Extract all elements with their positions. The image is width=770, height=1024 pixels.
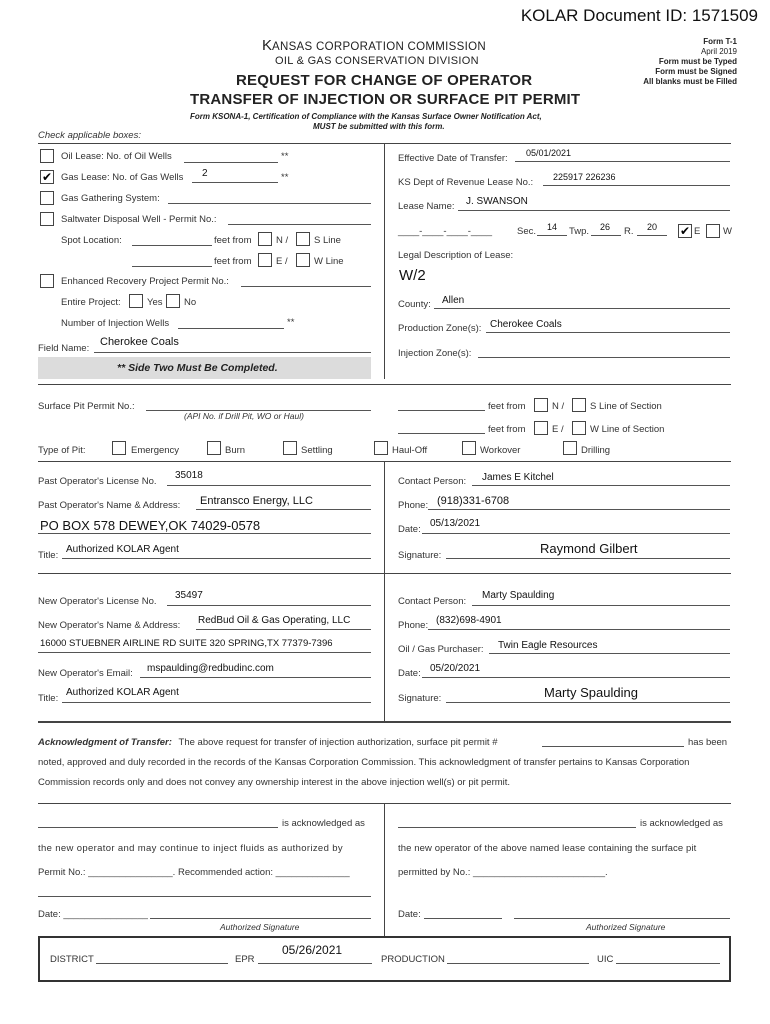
commission-name [262, 37, 486, 54]
pit-type-hauloff-checkbox[interactable] [374, 441, 388, 455]
new-signature-value: Marty Spaulding [544, 685, 638, 700]
purchaser-value: Twin Eagle Resources [498, 640, 598, 651]
injection-zone-label: Injection Zone(s): [398, 348, 472, 359]
surface-pit-sub: (API No. if Drill Pit, WO or Haul) [184, 411, 304, 421]
field-name-label: Field Name: [38, 343, 90, 354]
pit-w-label: W Line of Section [590, 424, 665, 435]
past-contact-field[interactable] [472, 485, 730, 486]
feet-from-label: feet from [214, 256, 252, 267]
enhanced-permit-field[interactable] [241, 286, 371, 287]
spot-location-label: Spot Location: [61, 235, 122, 246]
new-date-value: 05/20/2021 [430, 663, 481, 674]
pit-type-drilling-checkbox[interactable] [563, 441, 577, 455]
new-license-label: New Operator's License No. [38, 596, 157, 607]
past-address-value: PO BOX 578 DEWEY,OK 74029-0578 [40, 518, 261, 533]
past-date-field[interactable] [422, 533, 730, 534]
new-email-value: mspaulding@redbudinc.com [147, 663, 274, 674]
divider [384, 573, 385, 721]
production-zone-value: Cherokee Coals [490, 319, 562, 330]
new-name-field[interactable] [196, 629, 371, 630]
range-e-checkbox[interactable]: ✔ [679, 224, 691, 238]
ack-line-2: noted, approved and duly recorded in the records of the Kansas Corporation Commission. This acknowledgment of transfer pertains to Kansas Corporation [38, 757, 690, 768]
uic-field[interactable] [616, 963, 720, 964]
pit-type-emergency: Emergency [131, 445, 180, 456]
past-signature-field[interactable] [446, 558, 730, 559]
pit-n-text: N [552, 401, 559, 412]
bl-date: Date: ________________ [38, 909, 148, 920]
past-name-field[interactable] [196, 509, 371, 510]
no-label: No [184, 297, 197, 308]
pit-n-checkbox[interactable] [534, 398, 548, 412]
production-zone-label: Production Zone(s): [398, 323, 482, 334]
new-date-field[interactable] [422, 677, 730, 678]
range-value: 20 [647, 222, 658, 232]
oil-stars: ** [281, 151, 289, 162]
epr-label: EPR [235, 954, 255, 965]
pit-n-label: N / [552, 401, 565, 412]
injection-wells-label: Number of Injection Wells [61, 318, 170, 329]
pit-type-burn: Burn [225, 445, 246, 456]
bl-signature-field[interactable] [150, 918, 371, 919]
past-phone-field[interactable] [428, 509, 730, 510]
effective-date-label: Effective Date of Transfer: [398, 153, 508, 164]
new-name-label: New Operator's Name & Address: [38, 620, 181, 631]
past-license-value: 35018 [175, 470, 203, 481]
past-date-value: 05/13/2021 [430, 518, 481, 529]
pit-type-workover-checkbox[interactable] [462, 441, 476, 455]
pit-type-settling-checkbox[interactable] [283, 441, 297, 455]
ack-line-1 [38, 737, 498, 748]
new-phone-label: Phone: [398, 620, 429, 631]
pit-ew-feet-field[interactable] [398, 433, 485, 434]
new-license-value: 35497 [175, 590, 203, 601]
legal-description-value: W/2 [399, 267, 426, 284]
gas-lease-checkbox[interactable]: ✔ [41, 170, 53, 184]
n-label: N / [276, 235, 289, 246]
new-email-field[interactable] [140, 677, 371, 678]
commission-rest: ANSAS CORPORATION COMMISSION [272, 41, 486, 53]
new-title-value: Authorized KOLAR Agent [66, 687, 179, 698]
pit-type-workover: Workover [480, 445, 521, 456]
epr-field[interactable] [258, 963, 372, 964]
form-note-signed: Form must be Signed [655, 67, 737, 76]
pit-feet-from: feet from [488, 401, 526, 412]
past-contact-label: Contact Person: [398, 476, 467, 487]
past-title-field[interactable] [62, 558, 371, 559]
past-date-label: Date: [398, 524, 421, 535]
form-note-filled: All blanks must be Filled [643, 77, 737, 86]
county-label: County: [398, 299, 431, 310]
bl-line: the new operator and may continue to inject fluids as authorized by [38, 843, 343, 854]
lease-name-label: Lease Name: [398, 201, 455, 212]
bl-operator-field[interactable] [38, 827, 278, 828]
form-title-1: REQUEST FOR CHANGE OF OPERATOR [236, 72, 533, 89]
br-line: the new operator of the above named lease containing the surface pit [398, 843, 697, 854]
twp-label: Twp. [569, 226, 590, 237]
ks-lease-label: KS Dept of Revenue Lease No.: [398, 177, 534, 188]
saltwater-permit-field[interactable] [228, 224, 371, 225]
n-text: N [276, 235, 283, 246]
divider [38, 721, 731, 723]
entire-project-label: Entire Project: [61, 297, 121, 308]
spot-n-checkbox[interactable] [258, 232, 272, 246]
lease-name-field[interactable] [458, 210, 730, 211]
e-text: E [276, 256, 283, 267]
new-contact-label: Contact Person: [398, 596, 467, 607]
range-field[interactable] [637, 235, 667, 236]
pit-type-hauloff: Haul-Off [392, 445, 428, 456]
oil-wells-field[interactable] [184, 162, 278, 163]
spot-s-checkbox[interactable] [296, 232, 310, 246]
pit-type-burn-checkbox[interactable] [207, 441, 221, 455]
production-field[interactable] [447, 963, 589, 964]
entire-project-no-checkbox[interactable] [166, 294, 180, 308]
pit-e-checkbox[interactable] [534, 421, 548, 435]
uic-label: UIC [597, 954, 614, 965]
ksona-note-2: MUST be submitted with this form. [313, 122, 445, 131]
gas-gathering-checkbox[interactable] [40, 191, 54, 205]
spot-ns-feet-field[interactable] [132, 245, 212, 246]
past-name-value: Entransco Energy, LLC [200, 495, 313, 507]
pit-type-emergency-checkbox[interactable] [112, 441, 126, 455]
new-phone-field[interactable] [428, 629, 730, 630]
gas-stars: ** [281, 172, 289, 183]
new-name-value: RedBud Oil & Gas Operating, LLC [198, 615, 351, 626]
district-field[interactable] [96, 963, 228, 964]
new-date-label: Date: [398, 668, 421, 679]
ksona-note: Form KSONA-1, Certification of Compliance with the Kansas Surface Owner Notification Act, [190, 112, 542, 121]
bl-auth-signature: Authorized Signature [220, 922, 300, 932]
range-label: R. [624, 226, 634, 237]
new-signature-field[interactable] [446, 702, 730, 703]
spot-ew-feet-field[interactable] [132, 266, 212, 267]
production-zone-field[interactable] [486, 332, 730, 333]
past-contact-value: James E Kitchel [482, 472, 554, 483]
new-address-value: 16000 STUEBNER AIRLINE RD SUITE 320 SPRING,TX 77379-7396 [40, 638, 333, 649]
bl-extra-field[interactable] [38, 896, 371, 897]
commission-initial: K [262, 37, 273, 54]
injection-wells-field[interactable] [178, 328, 284, 329]
purchaser-label: Oil / Gas Purchaser: [398, 644, 484, 655]
pit-ns-feet-field[interactable] [398, 410, 485, 411]
ack-lead: Acknowledgment of Transfer: [38, 737, 172, 748]
form-number: Form T-1 [703, 37, 737, 46]
past-phone-value: (918)331-6708 [437, 495, 510, 507]
surface-pit-label: Surface Pit Permit No.: [38, 401, 135, 412]
past-title-value: Authorized KOLAR Agent [66, 544, 179, 555]
past-name-label: Past Operator's Name & Address: [38, 500, 181, 511]
past-signature-label: Signature: [398, 550, 442, 561]
division-name: OIL & GAS CONSERVATION DIVISION [275, 55, 479, 67]
pit-w-checkbox[interactable] [572, 421, 586, 435]
check-boxes-label: Check applicable boxes: [38, 130, 141, 141]
pit-s-label: S Line of Section [590, 401, 662, 412]
past-license-field[interactable] [167, 485, 371, 486]
document-id: KOLAR Document ID: 1571509 [520, 6, 758, 25]
range-w-label: W [723, 226, 732, 237]
past-title-label: Title: [38, 550, 59, 561]
gas-gathering-field[interactable] [168, 203, 371, 204]
pit-type-drilling: Drilling [581, 445, 611, 456]
county-value: Allen [442, 295, 465, 306]
legal-description-label: Legal Description of Lease: [398, 250, 514, 261]
gas-wells-field[interactable] [192, 182, 278, 183]
pit-feet-from-2: feet from [488, 424, 526, 435]
yes-label: Yes [147, 297, 163, 308]
ack-text-1: The above request for transfer of injection authorization, surface pit permit # [178, 737, 498, 748]
new-title-label: Title: [38, 693, 59, 704]
pit-s-checkbox[interactable] [572, 398, 586, 412]
pit-type-settling: Settling [301, 445, 333, 456]
divider [384, 461, 385, 573]
ks-lease-field[interactable] [543, 185, 730, 186]
ack-permit-field[interactable] [542, 746, 684, 747]
br-date-label: Date: [398, 909, 421, 920]
gas-wells-value: 2 [202, 168, 208, 179]
twp-field[interactable] [591, 235, 621, 236]
enhanced-recovery-checkbox[interactable] [40, 274, 54, 288]
past-phone-label: Phone: [398, 500, 429, 511]
production-label: PRODUCTION [381, 954, 445, 965]
range-w-checkbox[interactable] [706, 224, 720, 238]
field-name-value: Cherokee Coals [100, 336, 179, 348]
injection-zone-field[interactable] [478, 357, 730, 358]
oil-lease-checkbox[interactable] [40, 149, 54, 163]
gas-gathering-label: Gas Gathering System: [61, 193, 160, 204]
e-label: E / [276, 256, 288, 267]
ack-line-3: Commission records only and does not convey any ownership interest in the above injection well(s) or pit permit. [38, 777, 511, 788]
s-line-label: S Line [314, 235, 341, 246]
br-operator-field[interactable] [398, 827, 636, 828]
quarter-call-field[interactable]: ____-____-____-____ [398, 226, 493, 237]
effective-date-value: 05/01/2021 [526, 148, 572, 158]
form-note-typed: Form must be Typed [658, 57, 737, 66]
bl-ack: is acknowledged as [282, 818, 365, 829]
pit-type-label: Type of Pit: [38, 445, 86, 456]
spot-w-checkbox[interactable] [296, 253, 310, 267]
enhanced-recovery-label: Enhanced Recovery Project Permit No.: [61, 276, 229, 287]
new-contact-value: Marty Spaulding [482, 590, 555, 601]
new-address-field[interactable] [38, 652, 371, 653]
form-date: April 2019 [700, 47, 737, 56]
spot-e-checkbox[interactable] [258, 253, 272, 267]
divider [384, 803, 385, 937]
ks-lease-value: 225917 226236 [553, 172, 616, 182]
divider [384, 143, 385, 379]
purchaser-field[interactable] [489, 653, 730, 654]
form-title-2: TRANSFER OF INJECTION OR SURFACE PIT PERMIT [190, 91, 581, 108]
saltwater-label: Saltwater Disposal Well - Permit No.: [61, 214, 217, 225]
feet-from-label: feet from [214, 235, 252, 246]
bl-permit: Permit No.: ________________. Recommended action: ______________ [38, 867, 350, 878]
gas-lease-label: Gas Lease: No. of Gas Wells [61, 172, 184, 183]
oil-lease-label: Oil Lease: No. of Oil Wells [61, 151, 172, 162]
saltwater-checkbox[interactable] [40, 212, 54, 226]
new-license-field[interactable] [167, 605, 371, 606]
new-signature-label: Signature: [398, 693, 442, 704]
range-e-label: E [694, 226, 701, 237]
twp-value: 26 [600, 222, 611, 232]
pit-e-text: E [552, 424, 559, 435]
field-name-field[interactable] [94, 352, 371, 353]
sec-field[interactable] [537, 235, 567, 236]
br-signature-field[interactable] [514, 918, 730, 919]
side-two-note: ** Side Two Must Be Completed. [117, 362, 278, 374]
pit-e-label: E / [552, 424, 564, 435]
sec-value: 14 [547, 222, 558, 232]
lease-name-value: J. SWANSON [466, 196, 528, 207]
epr-value: 05/26/2021 [282, 943, 343, 957]
effective-date-field[interactable] [515, 161, 730, 162]
past-address-field[interactable] [38, 533, 371, 534]
new-title-field[interactable] [62, 702, 371, 703]
ack-has-been: has been [688, 737, 728, 748]
past-signature-value: Raymond Gilbert [540, 541, 638, 556]
past-license-label: Past Operator's License No. [38, 476, 157, 487]
district-label: DISTRICT [50, 954, 94, 965]
new-phone-value: (832)698-4901 [436, 615, 502, 626]
w-line-label: W Line [314, 256, 344, 267]
county-field[interactable] [434, 308, 730, 309]
divider [38, 384, 731, 385]
entire-project-yes-checkbox[interactable] [129, 294, 143, 308]
br-auth-signature: Authorized Signature [586, 922, 666, 932]
sec-label: Sec. [517, 226, 537, 237]
br-ack: is acknowledged as [640, 818, 723, 829]
new-contact-field[interactable] [472, 605, 730, 606]
new-email-label: New Operator's Email: [38, 668, 133, 679]
injection-stars: ** [287, 317, 295, 328]
br-permitted: permitted by No.: _________________________. [398, 867, 608, 878]
br-date-field[interactable] [424, 918, 502, 919]
